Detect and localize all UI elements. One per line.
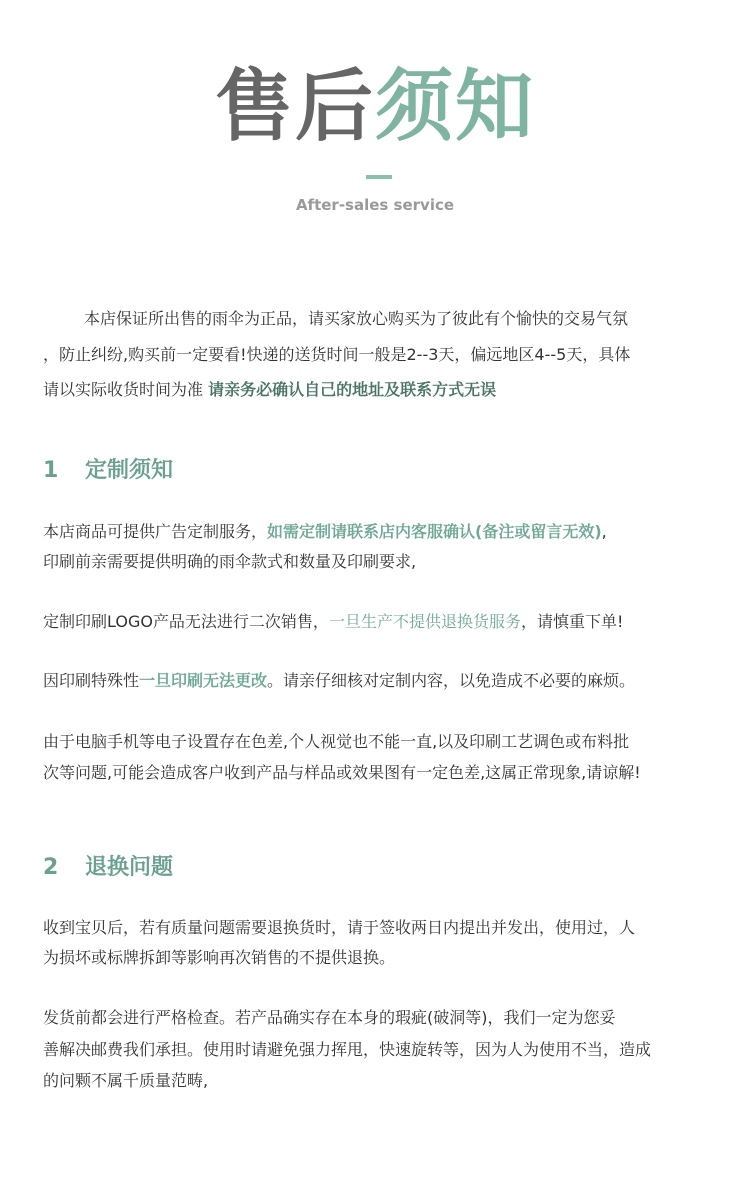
title-part-1: 售后 [214,62,375,152]
section-2-p2-line-1: 发货前都会进行严格检查。若产品确实存在本身的瑕疵(破洞等)，我们一定为您妥 [43,1008,616,1027]
intro-line-3-text: 请以实际收货时间为准 [43,380,209,399]
intro-line-2: ，防止纠纷,购买前一定要看!快递的送货时间一般是2--3天，偏远地区4--5天，具体 [43,345,631,364]
section-1-number: 1 [43,458,59,483]
section-1-p4-line-2: 次等问题,可能会造成客户收到产品与样品或效果图有一定色差,这属正常现象,请谅解! [43,763,641,782]
section-2-p1-line-2: 为损坏或标牌拆卸等影响再次销售的不提供退换。 [43,948,396,967]
section-1-title: 定制须知 [85,458,174,483]
section-1-p3-end: 。请亲仔细核对定制内容，以免造成不必要的麻烦。 [267,671,636,690]
page-title [0,62,750,152]
section-1-p2-end: ，请慎重下单! [520,612,624,631]
title-divider [366,175,392,179]
section-1-p1-text: 本店商品可提供广告定制服务， [43,522,268,541]
section-1-p2-text: 定制印刷LOGO产品无法进行二次销售， [43,612,329,631]
section-2-heading [43,850,173,881]
section-1-p4-line-1: 由于电脑手机等电子设置存在色差,个人视觉也不能一直,以及印刷工艺调色或布料批 [43,732,630,751]
intro-line-3 [43,377,496,400]
section-2-number: 2 [43,855,59,880]
title-part-2: 须知 [375,62,536,152]
intro-line-1: 本店保证所出售的雨伞为正品，请买家放心购买为了彼此有个愉快的交易气氛 [84,309,629,328]
section-2-p1-line-1: 收到宝贝后，若有质量问题需要退换货时，请于签收两日内提出并发出，使用过，人 [43,918,636,937]
section-1-p1-end: , [601,522,607,541]
section-1-p2 [43,609,623,632]
section-1-p3 [43,668,635,691]
section-2-p2-line-3: 的问颗不属千质量范畴, [43,1071,209,1090]
section-1-p2-highlight: 一旦生产不提供退换货服务 [328,612,521,631]
intro-line-3-highlight: 请亲务必确认自己的地址及联系方式无误 [208,380,497,399]
section-1-p1-line-1 [43,519,607,542]
section-2-p2-line-2: 善解决邮费我们承担。使用时请避免强力挥甩，快速旋转等，因为人为使用不当，造成 [43,1040,652,1059]
section-1-p1-line-2: 印刷前亲需要提供明确的雨伞款式和数量及印刷要求, [43,552,417,571]
section-1-p1-highlight: 如需定制请联系店内客服确认(备注或留言无效) [267,522,602,541]
section-2-title: 退换问题 [85,855,174,880]
page-subtitle: After-sales service [295,196,455,214]
section-1-p3-highlight: 一旦印刷无法更改 [139,671,268,690]
section-1-heading [43,453,173,484]
section-1-p3-text: 因印刷特殊性 [43,671,140,690]
